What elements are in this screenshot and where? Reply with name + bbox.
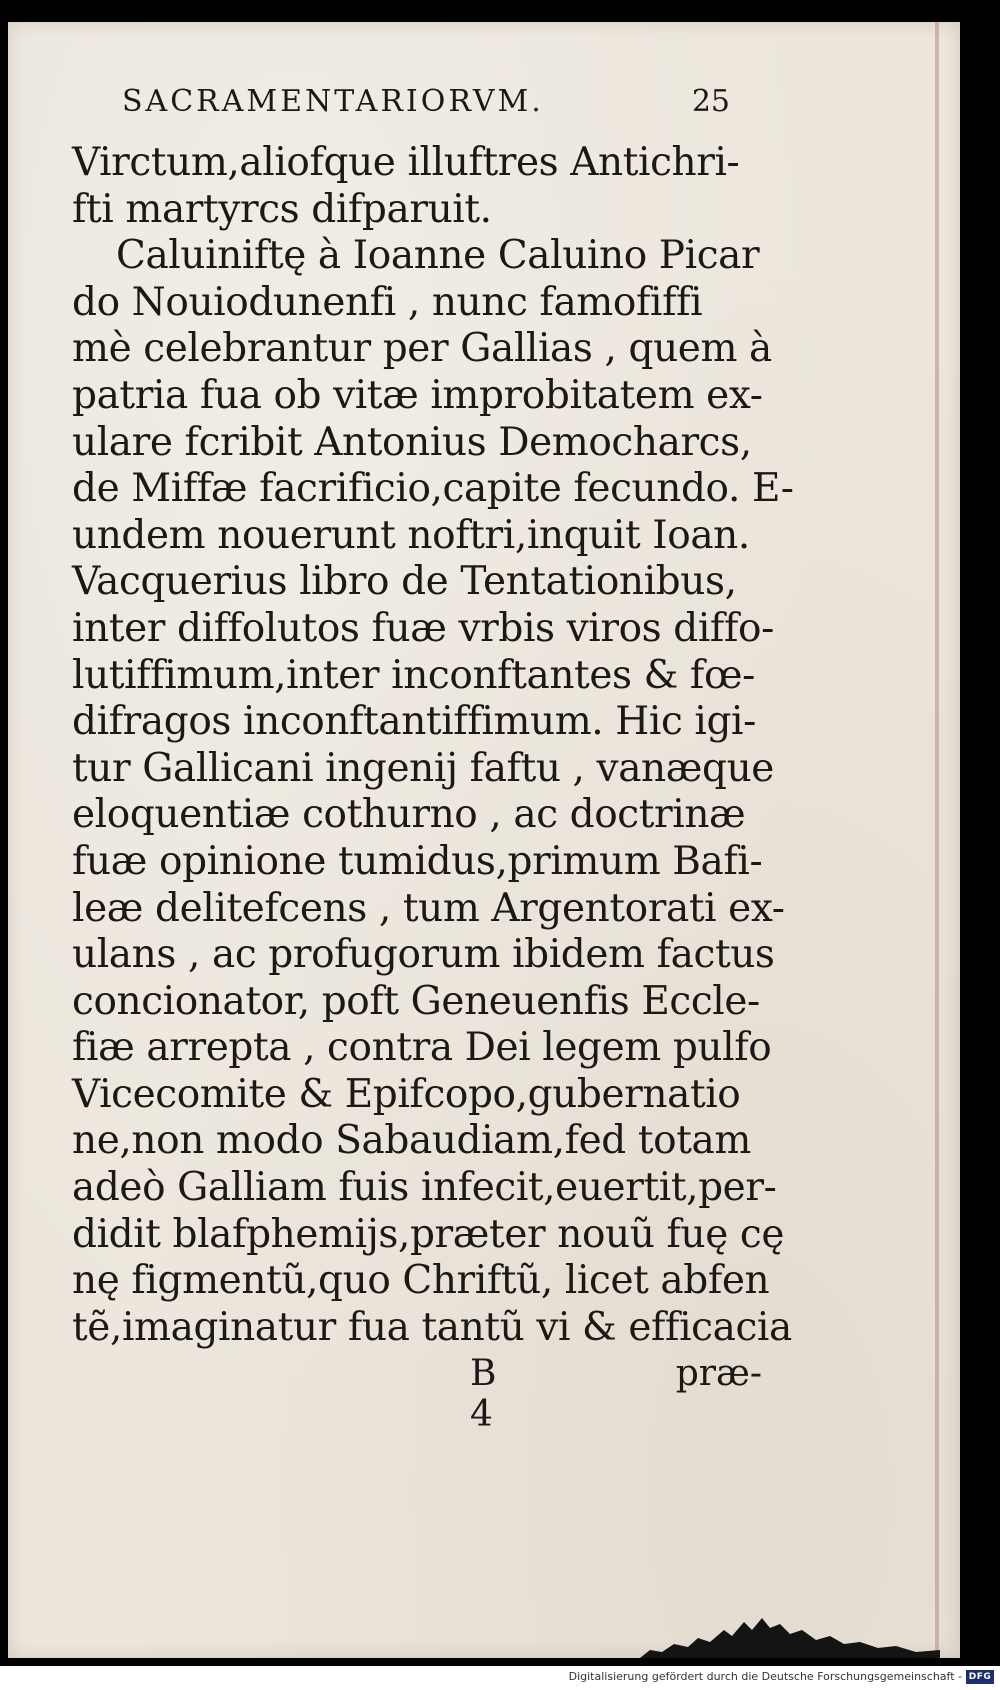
text-line: difragos inconftantiffimum. Hic igi- — [72, 699, 756, 745]
text-line: ulans , ac profugorum ibidem factus — [72, 932, 775, 978]
text-line: eloquentiæ cothurno , ac doctrinæ — [72, 792, 746, 838]
catchword: præ- — [675, 1353, 762, 1395]
text-line: Virctum,aliofque illuftres Antichri- — [72, 140, 740, 185]
text-line: Vacquerius libro de Tentationibus, — [72, 559, 737, 605]
credit-text: Digitalisierung gefördert durch die Deutsche Forschungsgemeinschaft - — [568, 1670, 962, 1683]
text-line: fuæ opinione tumidus,primum Bafi- — [72, 838, 763, 884]
page-number: 25 — [691, 84, 730, 119]
text-line: didit blafphemijs,præter nouũ fuę cę — [72, 1211, 785, 1257]
text-line: ne,non modo Sabaudiam,fed totam — [72, 1118, 751, 1164]
text-line: ulare fcribit Antonius Democharcs, — [72, 419, 752, 465]
text-line: concionator, poft Geneuenfis Eccle- — [72, 978, 760, 1024]
text-line: lutiffimum,inter inconftantes & fœ- — [72, 652, 755, 698]
page-footer — [72, 1353, 762, 1436]
text-line: fiæ arrepta , contra Dei legem pulfo — [72, 1025, 772, 1071]
text-line: leæ delitefcens , tum Argentorati ex- — [72, 885, 785, 931]
text-line: adeò Galliam fuis infecit,euertit,per- — [72, 1165, 777, 1211]
text-line: Caluiniftę à Ioanne Caluino Picar — [116, 233, 760, 279]
text-line: do Nouiodunenfi , nunc famofiffi — [72, 279, 703, 325]
running-head: SACRAMENTARIORVM. — [122, 84, 544, 119]
text-line: inter diffolutos fuæ vrbis viros diffo- — [72, 605, 774, 651]
signature-mark: B 4 — [470, 1353, 509, 1436]
text-line: fti martyrcs difparuit. — [72, 186, 492, 232]
credit-bar — [0, 1666, 1000, 1690]
text-block — [72, 84, 794, 1436]
text-line: nę figmentũ,quo Chriftũ, licet abfen — [72, 1258, 770, 1304]
ink-stain — [640, 1600, 940, 1658]
text-line: mè celebrantur per Gallias , quem à — [72, 326, 772, 372]
text-line: patria fua ob vitæ improbitatem ex- — [72, 372, 763, 418]
text-line: tur Gallicani ingenij faftu , vanæque — [72, 745, 774, 791]
page-header — [72, 84, 762, 140]
text-line: tẽ,imaginatur fua tantũ vi & efficacia — [72, 1304, 792, 1350]
dfg-logo: DFG — [966, 1670, 994, 1684]
page-edge — [935, 22, 939, 1658]
text-line: Vicecomite & Epifcopo,gubernatio — [72, 1071, 741, 1117]
text-line: undem nouerunt noftri,inquit Ioan. — [72, 512, 750, 558]
text-line: de Miffæ facrificio,capite fecundo. E- — [72, 466, 794, 512]
